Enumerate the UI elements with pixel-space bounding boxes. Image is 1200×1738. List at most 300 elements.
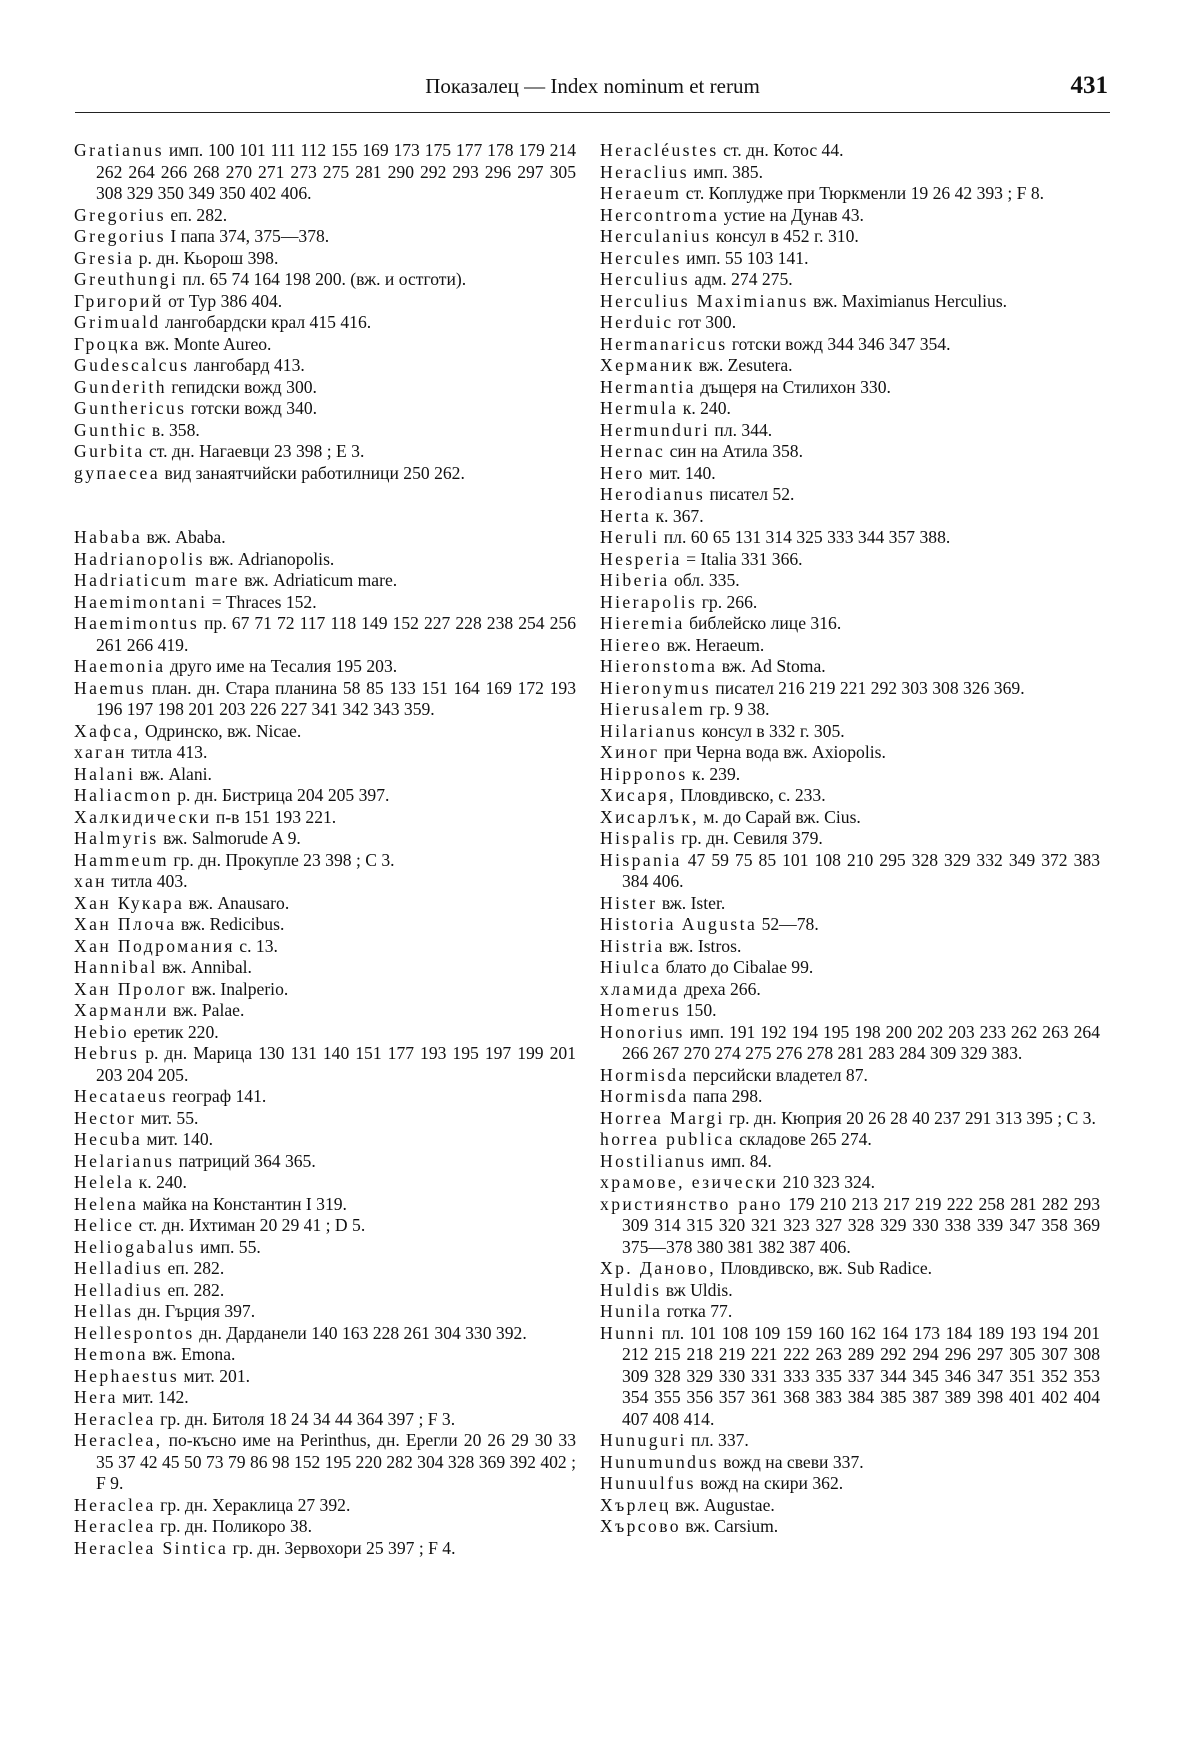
index-references: блато до Cibalae 99. (665, 957, 814, 977)
index-entry (74, 248, 576, 270)
index-references: гр. 9 38. (709, 699, 770, 719)
index-references: к. 367. (655, 505, 704, 526)
index-term: Hermantia (600, 376, 696, 397)
index-entry (600, 807, 1100, 829)
index-term: Hannibal (74, 957, 158, 977)
index-references: дн. Дарданели 140 163 228 261 304 330 392. (199, 1322, 527, 1343)
index-entry (600, 334, 1100, 356)
index-references: библейско лице 316. (689, 613, 842, 633)
index-entry (74, 205, 576, 227)
index-entry (74, 871, 576, 893)
page-number: 431 (1070, 72, 1108, 99)
index-entry (600, 764, 1100, 786)
index-references: вж. Istros. (669, 935, 742, 956)
index-references: вожд на скири 362. (700, 1473, 844, 1493)
index-references: 210 323 324. (782, 1172, 875, 1192)
index-entry (74, 1258, 576, 1280)
index-term: Helice (74, 1215, 135, 1235)
index-entry (74, 1043, 576, 1086)
index-references: вж. Palae. (173, 1000, 245, 1020)
index-entry (74, 1129, 576, 1151)
index-term: Histria (600, 935, 665, 956)
index-term: Halmyris (74, 828, 159, 848)
index-term: Hecataeus (74, 1086, 168, 1106)
index-entry (600, 785, 1100, 807)
index-term: Heraclea (74, 1408, 156, 1429)
index-references: мит. 201. (183, 1365, 251, 1386)
index-references: р. дн. Бистрица 204 205 397. (177, 785, 390, 805)
index-entry (600, 162, 1100, 184)
entry-spacer (74, 484, 576, 506)
index-term: Haemimontani (74, 591, 208, 612)
index-entry (600, 226, 1100, 248)
index-term: Gresia (74, 247, 135, 268)
index-term: Hemona (74, 1344, 149, 1364)
index-entry (74, 914, 576, 936)
index-references: вж. Ababa. (146, 527, 226, 547)
index-term: хан (74, 871, 107, 891)
index-entry (74, 828, 576, 850)
index-references: гр. дн. Прокупле 23 398 ; C 3. (173, 849, 395, 870)
index-term: Хърлец (600, 1494, 671, 1515)
index-references: готски вожд 340. (190, 398, 318, 418)
index-entry (600, 592, 1100, 614)
index-term: Helladius (74, 1279, 164, 1300)
index-entry (600, 1108, 1100, 1130)
index-entry (74, 1194, 576, 1216)
index-references: с. 13. (239, 935, 278, 956)
index-references: ст. Коплудже при Тюркменли 19 26 42 393 ; F 8. (685, 183, 1045, 203)
index-entry (600, 1000, 1100, 1022)
index-entry (600, 936, 1100, 958)
index-entry (600, 1086, 1100, 1108)
index-term: horrea publica (600, 1129, 735, 1149)
index-references: вж. Inalperio. (191, 978, 289, 999)
index-term: хламида (600, 978, 680, 999)
index-entry (74, 334, 576, 356)
index-references: мит. 140. (649, 462, 716, 483)
index-entry (74, 850, 576, 872)
index-entry (74, 936, 576, 958)
index-term: Heraclea (74, 1516, 156, 1536)
index-entry (74, 463, 576, 485)
index-term: Hector (74, 1107, 137, 1128)
index-entry (74, 527, 576, 549)
index-entry (74, 764, 576, 786)
index-term: Хисаря, (600, 785, 677, 805)
index-references: = Italia 331 366. (686, 548, 803, 569)
index-references: пл. 337. (691, 1430, 749, 1450)
index-entry (74, 1538, 576, 1560)
index-entry (74, 957, 576, 979)
index-references: гр. дн. Битоля 18 24 34 44 364 397 ; F 3. (160, 1408, 456, 1429)
index-references: мит. 55. (140, 1107, 199, 1128)
index-term: Gratianus (74, 140, 164, 160)
index-entry (600, 1129, 1100, 1151)
index-entry (74, 570, 576, 592)
index-references: пл. 65 74 164 198 200. (вж. и остготи). (182, 269, 467, 289)
index-term: Хиног (600, 742, 660, 762)
index-references: гр. 266. (701, 591, 758, 612)
index-entry (600, 484, 1100, 506)
index-entry (74, 549, 576, 571)
index-term: Heliogabalus (74, 1236, 196, 1257)
index-references: готски вожд 344 346 347 354. (731, 333, 951, 354)
index-term: Hierusalem (600, 699, 706, 719)
index-references: вж. Monte Aureo. (144, 333, 272, 354)
index-term: Hispania (600, 849, 682, 870)
index-term: Gunthericus (74, 398, 187, 418)
index-references: гр. дн. Хераклица 27 392. (160, 1494, 351, 1515)
index-entry (600, 1022, 1100, 1065)
index-entry (74, 807, 576, 829)
index-term: Gregorius (74, 226, 166, 246)
index-references: складове 265 274. (739, 1129, 872, 1149)
entry-spacer (74, 506, 576, 528)
index-entry (74, 893, 576, 915)
index-references: гепидски вожд 300. (171, 376, 317, 397)
index-entry (600, 1495, 1100, 1517)
index-term: Hadrianopolis (74, 548, 205, 569)
index-term: Heraclea, (74, 1430, 163, 1450)
index-entry (74, 140, 576, 205)
index-term: хаган (74, 742, 127, 762)
index-term: Heraclea Sintica (74, 1537, 229, 1558)
index-term: Gunthic (74, 419, 148, 440)
index-entry (74, 721, 576, 743)
index-term: Homerus (600, 1000, 682, 1020)
index-references: адм. 274 275. (694, 269, 793, 289)
index-entry (74, 1000, 576, 1022)
index-term: Хърсово (600, 1516, 681, 1536)
index-entry (600, 549, 1100, 571)
index-entry (74, 226, 576, 248)
index-entry (74, 441, 576, 463)
index-references: вж. Adriaticum mare. (244, 570, 398, 590)
index-term: Heruli (600, 527, 660, 547)
index-entry (600, 570, 1100, 592)
index-entry (600, 1323, 1100, 1431)
index-term: Helena (74, 1193, 139, 1214)
index-references: консул в 332 г. 305. (701, 720, 845, 741)
index-references: гот 300. (677, 312, 737, 332)
index-term: Григорий (74, 290, 164, 311)
index-entry (600, 269, 1100, 291)
index-term: Hiereo (600, 634, 663, 655)
index-term: Hunumundus (600, 1451, 719, 1472)
index-references: имп. 191 192 194 195 198 200 202 203 233 262 263 264 266 267 270 274 275 276 278 281 283 284 309 329 383. (622, 1021, 1100, 1063)
index-term: Horrea Margi (600, 1107, 725, 1128)
index-term: Halani (74, 763, 136, 784)
index-entry (74, 785, 576, 807)
index-references: консул в 452 г. 310. (715, 226, 859, 246)
index-entry (74, 1086, 576, 1108)
index-entry (600, 312, 1100, 334)
index-entry (74, 398, 576, 420)
index-entry (600, 742, 1100, 764)
index-references: в. 358. (151, 419, 200, 440)
index-entry (600, 355, 1100, 377)
index-term: Herta (600, 505, 652, 526)
index-entry (74, 420, 576, 442)
index-references: персийски владетел 87. (693, 1064, 868, 1085)
index-references: пл. 60 65 131 314 325 333 344 357 388. (663, 527, 951, 547)
index-references: имп. 100 101 111 112 155 169 173 175 177 178 179 214 262 264 266 268 270 271 273 275 281 290 292 293 296 297 305 308 329 350 349 350 402 406. (96, 140, 576, 203)
index-references: вж. Anausaro. (188, 892, 290, 913)
index-entry (600, 291, 1100, 313)
index-term: Хан Подромания (74, 935, 235, 956)
index-references: 179 210 213 217 219 222 258 281 282 293 309 314 315 320 321 323 327 328 329 330 338 339 347 358 369 375—378 380 381 382 387 406. (622, 1193, 1100, 1257)
index-entry (74, 613, 576, 656)
index-term: Hipponos (600, 763, 688, 784)
index-references: к. 240. (138, 1172, 187, 1192)
index-term: Haliacmon (74, 785, 173, 805)
index-references: от Тур 386 404. (168, 290, 283, 311)
index-references: р. дн. Кьорош 398. (138, 247, 279, 268)
index-references: устие на Дунав 43. (723, 204, 864, 225)
index-entry (600, 914, 1100, 936)
index-entry (600, 527, 1100, 549)
index-term: Honorius (600, 1021, 685, 1042)
index-term: Hunni (600, 1322, 656, 1343)
index-term: Herculius Maximianus (600, 290, 809, 311)
index-entry (600, 1516, 1100, 1538)
index-term: Haemonia (74, 656, 166, 676)
index-entry (74, 1387, 576, 1409)
index-entry (600, 183, 1100, 205)
index-entry (600, 1151, 1100, 1173)
index-references: обл. 335. (673, 570, 740, 590)
index-references: папа 298. (693, 1086, 763, 1106)
index-term: Hieremia (600, 613, 685, 633)
index-entry (600, 441, 1100, 463)
index-term: Hecuba (74, 1129, 143, 1149)
index-term: Haemimontus (74, 613, 200, 633)
index-entry (600, 377, 1100, 399)
index-references: пл. 344. (714, 419, 773, 440)
index-references: при Черна вода вж. Axiopolis. (663, 742, 886, 762)
index-column-left (74, 140, 576, 1559)
index-entry (74, 1151, 576, 1173)
index-entry (74, 678, 576, 721)
index-term: Herduic (600, 312, 674, 332)
index-references: к. 240. (682, 398, 731, 418)
index-entry (600, 1430, 1100, 1452)
index-term: Hermula (600, 398, 679, 418)
index-term: Хисарлък, (600, 806, 699, 827)
index-entry (74, 1215, 576, 1237)
index-term: Helela (74, 1172, 135, 1192)
index-references: дреха 266. (683, 978, 761, 999)
index-term: Hiberia (600, 570, 670, 590)
index-references: патриций 364 365. (178, 1150, 316, 1171)
index-term: Hammeum (74, 849, 169, 870)
index-references: Пловдивско, вж. Sub Radice. (720, 1258, 933, 1278)
index-references: вж. Carsium. (685, 1516, 779, 1536)
index-entry (600, 506, 1100, 528)
index-references: ст. дн. Ихтиман 20 29 41 ; D 5. (138, 1215, 366, 1235)
index-references: 47 59 75 85 101 108 210 295 328 329 332 349 372 383 384 406. (622, 849, 1100, 891)
index-term: християнство рано (600, 1193, 783, 1214)
index-references: титла 403. (111, 871, 188, 891)
index-term: Hercontroma (600, 204, 720, 225)
index-term: Heraeum (600, 183, 682, 203)
index-references: ст. дн. Нагаевци 23 398 ; E 3. (148, 441, 365, 461)
index-entry (600, 656, 1100, 678)
index-term: Hormisda (600, 1086, 689, 1106)
index-references: дн. Гърция 397. (137, 1301, 256, 1321)
index-term: Hermanaricus (600, 333, 728, 354)
index-entry (74, 979, 576, 1001)
index-entry (600, 721, 1100, 743)
index-references: вж. Heraeum. (666, 634, 765, 655)
index-references: имп. 55 103 141. (686, 247, 809, 268)
index-entry (600, 699, 1100, 721)
index-entry (600, 850, 1100, 893)
index-term: Hephaestus (74, 1365, 180, 1386)
index-term: храмове, езически (600, 1172, 779, 1192)
index-term: Hieronstoma (600, 656, 718, 676)
index-entry (600, 979, 1100, 1001)
index-term: Historia Augusta (600, 914, 758, 934)
index-references: по-късно име на Perinthus, дн. Ерегли 20 26 29 30 33 35 37 42 45 50 73 79 86 98 152 195 220 282 304 328 369 392 402 ; F 9. (96, 1430, 576, 1493)
index-references: еп. 282. (170, 204, 228, 225)
index-term: Hellespontos (74, 1322, 195, 1343)
index-references: мит. 140. (146, 1129, 214, 1149)
index-term: Hilarianus (600, 720, 698, 741)
index-term: Grimuald (74, 312, 161, 332)
index-references: еретик 220. (133, 1021, 219, 1042)
index-term: Hunuulfus (600, 1473, 696, 1493)
index-references: вж. Adrianopolis. (209, 548, 335, 569)
index-term: Hierapolis (600, 591, 698, 612)
index-entry (74, 291, 576, 313)
index-references: лангобард 413. (193, 355, 305, 375)
index-term: Gurbita (74, 441, 145, 461)
index-term: Хан Кукара (74, 892, 185, 913)
index-term: Hormisda (600, 1064, 689, 1085)
index-references: вж. Ister. (661, 892, 726, 913)
index-references: вж. Salmorude A 9. (163, 828, 301, 848)
index-term: Helarianus (74, 1150, 175, 1171)
index-entry (600, 613, 1100, 635)
index-entry (74, 1409, 576, 1431)
index-references: писател 52. (709, 484, 795, 504)
index-term: Herculanius (600, 226, 712, 246)
index-references: вж. Zesutera. (698, 355, 793, 375)
index-term: Heraclius (600, 161, 690, 182)
index-term: Хан Плоча (74, 914, 177, 934)
index-references: имп. 55. (200, 1236, 261, 1257)
index-term: Hera (74, 1387, 118, 1407)
index-term: Гроцка (74, 333, 141, 354)
index-term: Helladius (74, 1258, 164, 1278)
index-term: Hesperia (600, 548, 682, 569)
index-entry (600, 1452, 1100, 1474)
index-entry (74, 1172, 576, 1194)
index-term: Huldis (600, 1279, 662, 1300)
index-term: Gunderith (74, 376, 167, 397)
index-references: вж. Ad Stoma. (721, 656, 826, 676)
index-references: гр. дн. Севиля 379. (681, 828, 823, 848)
index-entry (600, 1258, 1100, 1280)
index-references: вожд на свеви 337. (723, 1451, 864, 1472)
index-entry (600, 420, 1100, 442)
index-term: Hostilianus (600, 1150, 707, 1171)
index-entry (74, 656, 576, 678)
index-references: титла 413. (131, 742, 208, 762)
index-term: Hellas (74, 1301, 134, 1321)
index-term: Heracléustes (600, 140, 719, 160)
index-entry (600, 1280, 1100, 1302)
index-references: план. дн. Стара планина 58 85 133 151 164 169 172 193 196 197 198 201 203 226 227 341 342 343 359. (96, 677, 576, 719)
index-entry (74, 592, 576, 614)
index-term: Hunila (600, 1301, 663, 1321)
index-entry (600, 1473, 1100, 1495)
index-entry (600, 828, 1100, 850)
index-entry (600, 1065, 1100, 1087)
index-term: Хан Пролог (74, 978, 188, 999)
index-references: 52—78. (761, 914, 819, 934)
page-header (75, 72, 1110, 113)
index-entry (74, 1108, 576, 1130)
index-references: вж. Annibal. (162, 957, 252, 977)
index-entry (600, 678, 1100, 700)
index-term: Херманик (600, 355, 695, 375)
index-references: к. 239. (692, 763, 741, 784)
index-references: лангобардски крал 415 416. (165, 312, 372, 332)
index-references: друго име на Тесалия 195 203. (169, 656, 398, 676)
index-references: вж. Maximianus Herculius. (813, 290, 1008, 311)
index-term: gупаесеа (74, 462, 161, 483)
index-references: вж. Emona. (152, 1344, 236, 1364)
index-references: мит. 142. (122, 1387, 189, 1407)
index-entry (74, 742, 576, 764)
index-term: Hercules (600, 247, 682, 268)
index-term: Herodianus (600, 484, 706, 504)
index-references: син на Атила 358. (669, 441, 803, 461)
index-references: еп. 282. (167, 1279, 225, 1300)
index-entry (74, 1516, 576, 1538)
index-references: писател 216 219 221 292 303 308 326 369. (715, 677, 1025, 698)
index-term: Gudescalcus (74, 355, 190, 375)
index-references: м. до Сарай вж. Cius. (703, 806, 861, 827)
index-entry (600, 398, 1100, 420)
index-term: Харманли (74, 1000, 169, 1020)
index-entry (600, 248, 1100, 270)
index-references: вж Uldis. (665, 1279, 733, 1300)
index-entry (74, 1366, 576, 1388)
index-references: Одринско, вж. Nicae. (144, 720, 302, 741)
index-term: Hiulca (600, 957, 662, 977)
index-references: п-в 151 193 221. (215, 806, 337, 827)
index-entry (600, 1172, 1100, 1194)
index-references: р. дн. Марица 130 131 140 151 177 193 195 197 199 201 203 204 205. (96, 1043, 576, 1085)
index-entry (600, 1194, 1100, 1259)
index-entry (600, 1301, 1100, 1323)
index-term: Хр. Даново, (600, 1258, 717, 1278)
index-term: Hermunduri (600, 419, 710, 440)
index-term: Hispalis (600, 828, 677, 848)
index-term: Heraclea (74, 1494, 156, 1515)
index-references: ст. дн. Котос 44. (723, 140, 844, 160)
index-term: Haemus (74, 677, 147, 698)
index-references: гр. дн. Поликоро 38. (160, 1516, 312, 1536)
index-term: Greuthungi (74, 269, 179, 289)
index-entry (74, 1280, 576, 1302)
index-entry (74, 1022, 576, 1044)
index-term: Gregorius (74, 204, 166, 225)
